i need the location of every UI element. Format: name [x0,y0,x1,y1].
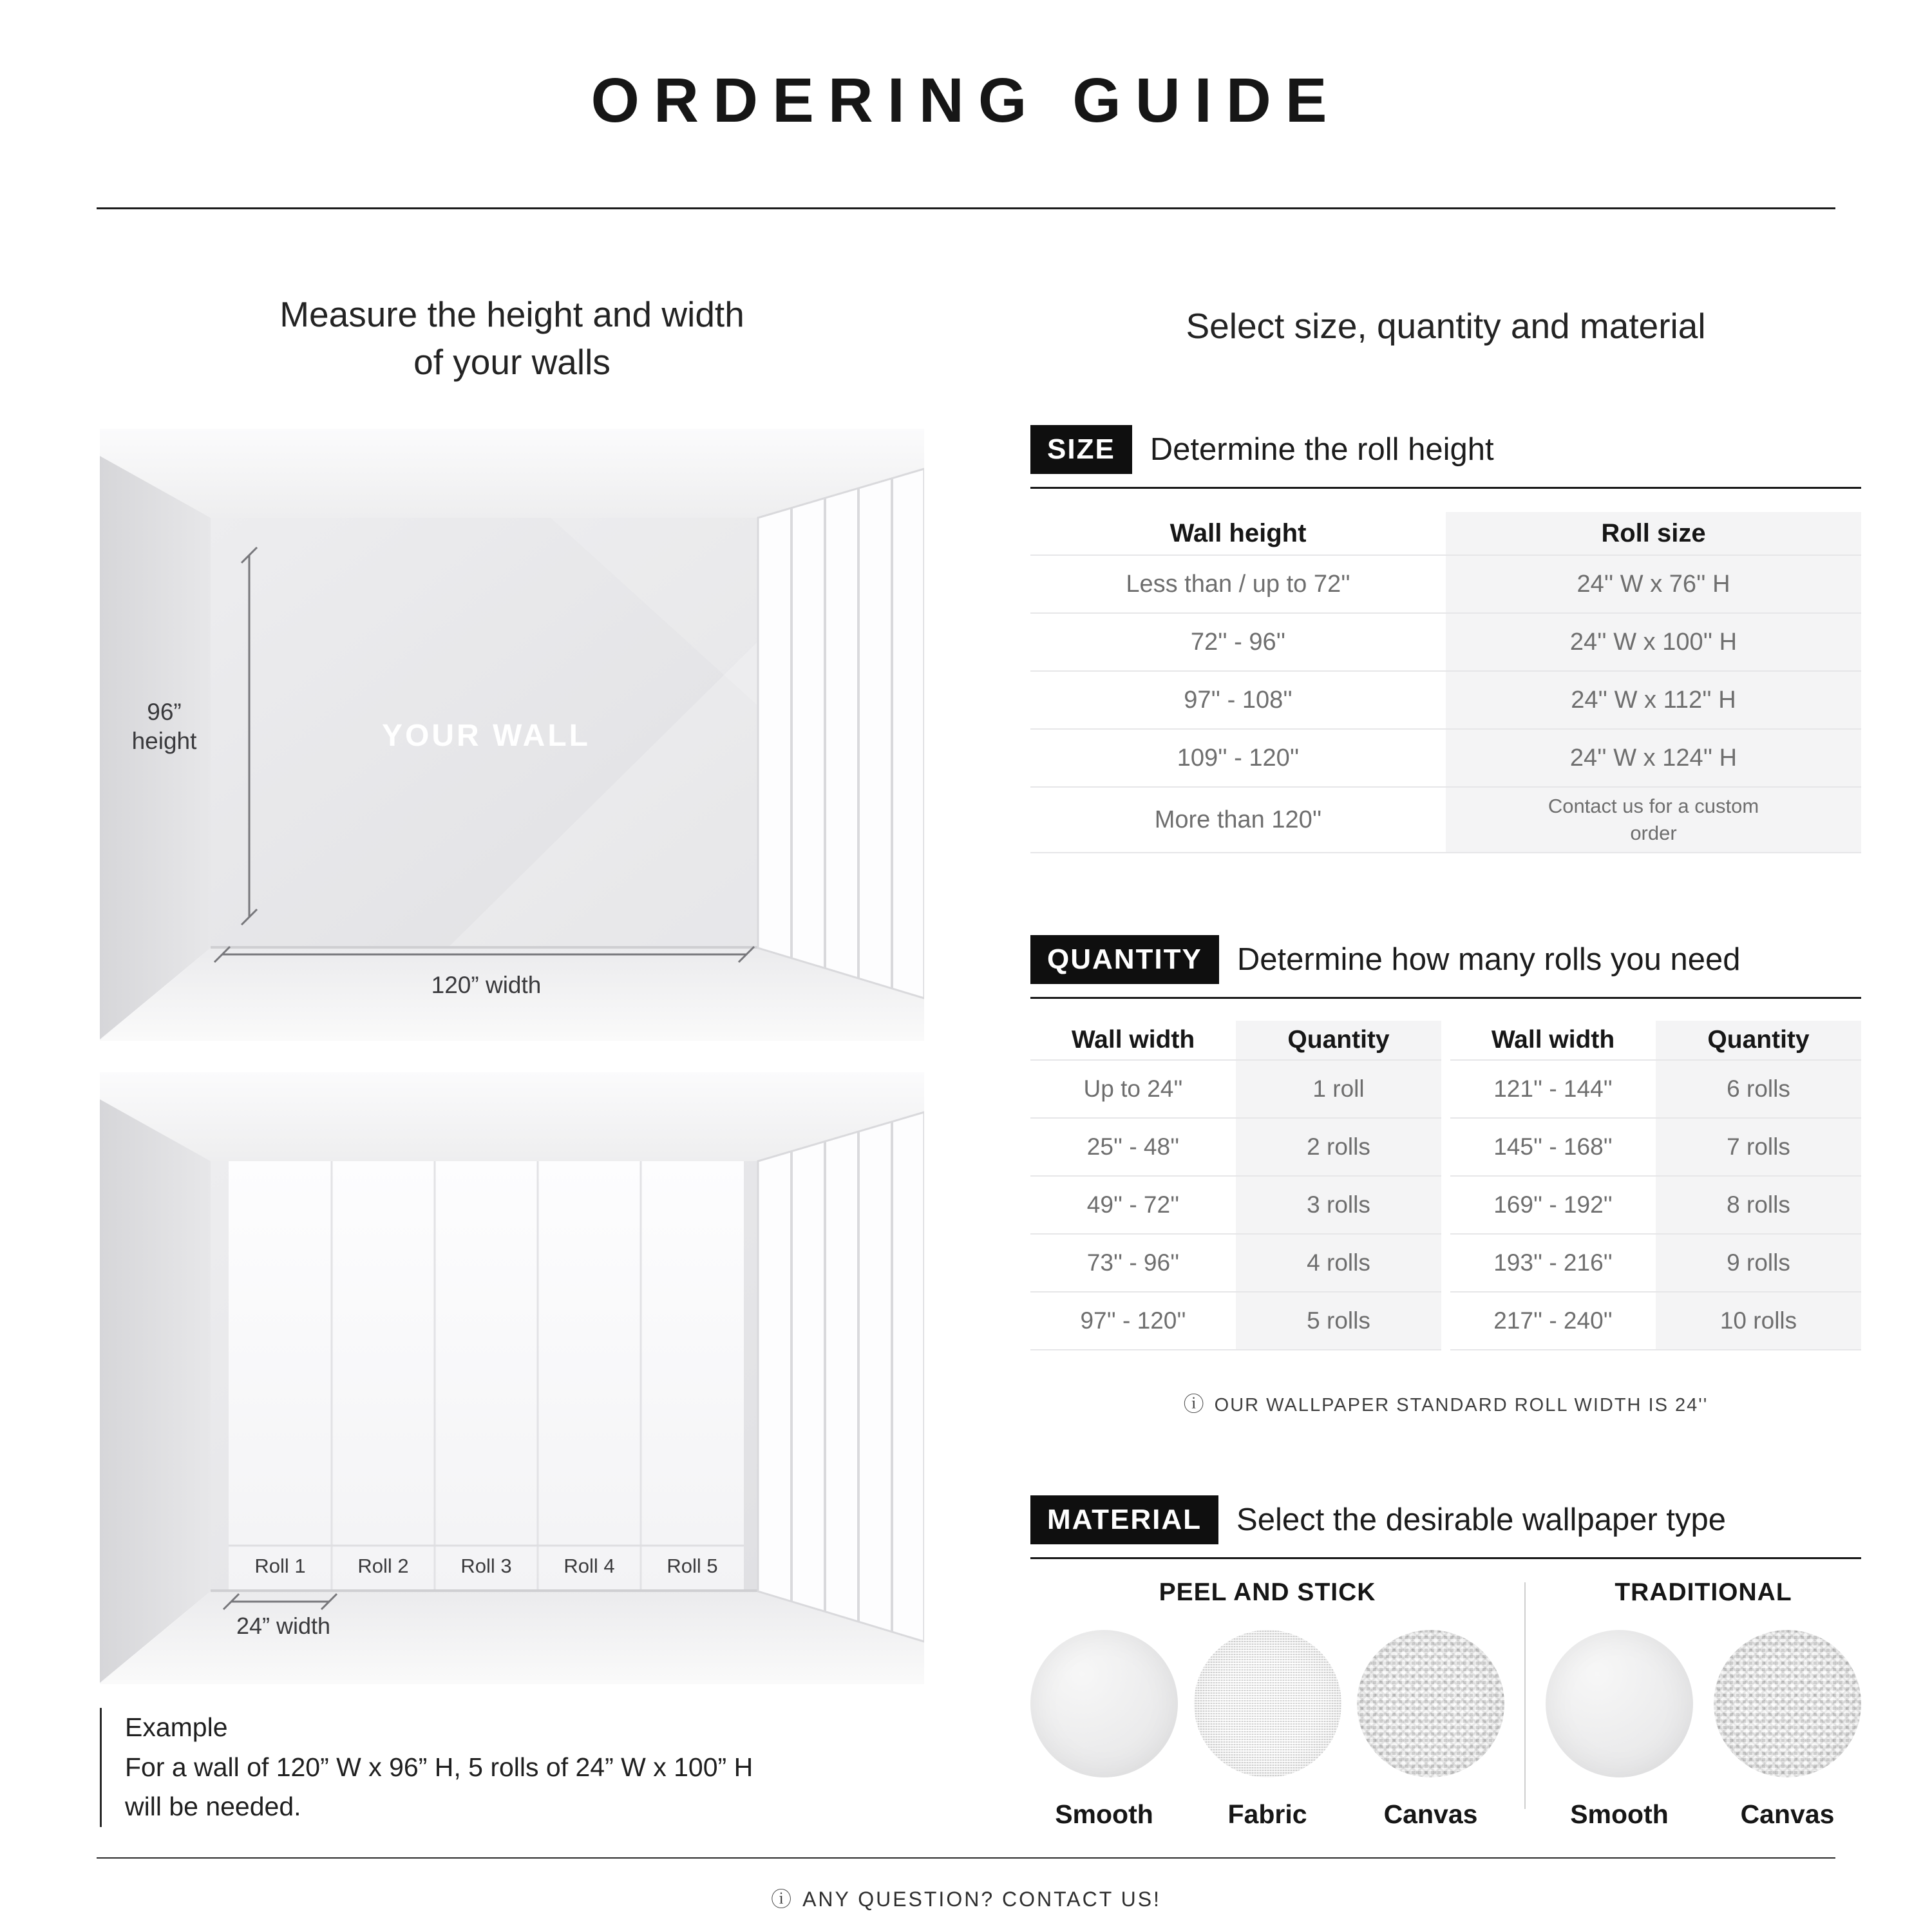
material-option-smooth [1030,1630,1178,1830]
example-block [100,1708,924,1827]
standard-roll-width-note [1030,1388,1861,1417]
quantity-section [1030,935,1861,1417]
roll-size-cell [1446,788,1861,852]
smooth-texture-swatch [1030,1630,1178,1777]
material-option-fabric [1194,1630,1341,1830]
left-column-heading [100,291,924,386]
quantity-cell: 6 rolls [1656,1061,1861,1117]
page-title: ORDERING GUIDE [591,65,1341,135]
material-option-label: Canvas [1383,1799,1478,1829]
left-heading-line1: Measure the height and width [279,294,744,334]
material-option-label: Smooth [1570,1799,1669,1829]
quantity-cell: 1 roll [1236,1061,1441,1117]
size-table-row [1030,670,1861,728]
custom-order-note: Contact us for a custom order [1548,795,1759,844]
right-column-heading: Select size, quantity and material [1186,306,1706,346]
wall-width-cell: 73'' - 96'' [1086,1249,1180,1276]
wall-width-cell: 25'' - 48'' [1086,1133,1180,1160]
example-title: Example [125,1712,228,1742]
example-line1: For a wall of 120” W x 96” H, 5 rolls of 24” W x 100” H [125,1752,753,1782]
size-col-wall-height: Wall height [1170,518,1307,547]
roll-2-label: Roll 2 [357,1555,409,1577]
quantity-row [1450,1175,1861,1233]
quantity-cell: 8 rolls [1656,1177,1861,1233]
quantity-row [1450,1291,1861,1349]
room-illustration-rolls [100,1072,924,1684]
size-table-row [1030,728,1861,786]
info-icon: ⓘ [1183,1392,1206,1416]
material-option-smooth [1546,1630,1693,1830]
material-group-peel-and-stick [1030,1578,1504,1830]
quantity-row [1450,1059,1861,1117]
peel-and-stick-options [1030,1630,1504,1830]
canvas-texture-swatch [1714,1630,1861,1777]
material-badge: MATERIAL [1030,1495,1218,1544]
quantity-cell: 3 rolls [1236,1177,1441,1233]
group-name-peel-and-stick: PEEL AND STICK [1159,1578,1376,1606]
size-badge: SIZE [1030,425,1132,474]
title-rule [97,207,1835,209]
traditional-options [1546,1630,1861,1830]
roll-width-label: 24” width [236,1613,331,1639]
room-illustration-measure [100,429,924,1041]
floor [100,1591,924,1684]
footer-contact-note [0,1883,1932,1913]
note-text: OUR WALLPAPER STANDARD ROLL WIDTH IS 24'' [1214,1395,1709,1416]
wall-height-cell: 72'' - 96'' [1190,628,1286,656]
roll-size-cell: 24'' W x 112'' H [1446,672,1861,728]
size-table-row [1030,786,1861,852]
size-table-row [1030,554,1861,612]
wall-floor-shadow [211,1589,758,1592]
quantity-row [1030,1233,1441,1291]
quantity-cell: 10 rolls [1656,1293,1861,1349]
quantity-cell: 5 rolls [1236,1293,1441,1349]
left-wall [100,1099,211,1683]
quantity-table-left [1030,1021,1441,1350]
material-group-traditional [1546,1578,1861,1830]
wall-width-cell: 49'' - 72'' [1086,1191,1180,1218]
quantity-col-quantity: Quantity [1656,1021,1861,1059]
material-option-label: Smooth [1055,1799,1153,1829]
quantity-table-right [1450,1021,1861,1350]
width-label: 120” width [431,972,542,998]
size-subtitle: Determine the roll height [1150,432,1494,467]
roll-1-label: Roll 1 [254,1555,306,1577]
size-table-row [1030,612,1861,670]
quantity-cell: 7 rolls [1656,1119,1861,1175]
quantity-row [1030,1059,1441,1117]
quantity-row [1450,1233,1861,1291]
quantity-cell: 2 rolls [1236,1119,1441,1175]
wall-width-cell: 145'' - 168'' [1493,1133,1613,1160]
wall-width-cell: 217'' - 240'' [1493,1307,1613,1334]
roll-3-label: Roll 3 [460,1555,512,1577]
height-value-label: 96” [147,699,182,725]
roll-size-cell: 24'' W x 100'' H [1446,614,1861,670]
wall-floor-shadow [211,946,758,949]
height-word-label: height [131,728,197,754]
quantity-row [1030,1117,1441,1175]
quantity-col-wall-width: Wall width [1491,1026,1615,1054]
size-col-roll-size: Roll size [1446,512,1861,554]
room2-svg [100,1072,924,1684]
wall-width-cell: 121'' - 144'' [1493,1075,1613,1102]
wall-width-cell: 169'' - 192'' [1493,1191,1613,1218]
room1-svg [100,429,924,1041]
wall-width-cell: Up to 24'' [1083,1075,1183,1102]
info-icon: ⓘ [771,1888,794,1911]
roll-5-label: Roll 5 [667,1555,718,1577]
quantity-badge: QUANTITY [1030,935,1219,984]
quantity-section-header [1030,935,1861,999]
material-option-canvas [1357,1630,1504,1830]
window-wall [758,469,924,998]
roll-size-cell: 24'' W x 76'' H [1446,556,1861,612]
fabric-texture-swatch [1194,1630,1341,1777]
material-option-canvas [1714,1630,1861,1830]
wall-height-cell: Less than / up to 72'' [1126,570,1350,598]
window-wall [758,1112,924,1642]
size-section-header [1030,425,1861,489]
material-option-label: Fabric [1227,1799,1307,1829]
material-section-header [1030,1495,1861,1559]
size-table [1030,512,1861,853]
quantity-col-quantity: Quantity [1236,1021,1441,1059]
footer-rule [97,1857,1835,1859]
footer-note-text: ANY QUESTION? CONTACT US! [802,1888,1161,1911]
quantity-subtitle: Determine how many rolls you need [1236,942,1741,977]
smooth-texture-swatch [1546,1630,1693,1777]
your-wall-label: YOUR WALL [382,719,591,753]
quantity-cell: 9 rolls [1656,1235,1861,1291]
material-option-label: Canvas [1740,1799,1835,1829]
wall-height-cell: More than 120'' [1154,806,1322,833]
quantity-header-row [1030,1021,1441,1059]
size-table-header-row [1030,512,1861,554]
quantity-tables [1030,1021,1861,1350]
left-heading-line2: of your walls [413,341,611,382]
material-groups [1030,1578,1861,1849]
quantity-row [1030,1291,1441,1349]
quantity-row [1030,1175,1441,1233]
wall-height-cell: 97'' - 108'' [1184,686,1293,714]
quantity-header-row [1450,1021,1861,1059]
canvas-texture-swatch [1357,1630,1504,1777]
wall-width-cell: 193'' - 216'' [1493,1249,1613,1276]
material-section [1030,1495,1861,1849]
group-name-traditional: TRADITIONAL [1615,1578,1792,1606]
material-group-divider [1524,1582,1526,1809]
wall-width-cell: 97'' - 120'' [1080,1307,1186,1334]
example-line2: will be needed. [125,1792,301,1821]
roll-4-label: Roll 4 [564,1555,615,1577]
quantity-row [1450,1117,1861,1175]
roll-size-cell: 24'' W x 124'' H [1446,730,1861,786]
wallpaper-roll-panels [229,1161,744,1591]
quantity-cell: 4 rolls [1236,1235,1441,1291]
size-section [1030,425,1861,853]
material-subtitle: Select the desirable wallpaper type [1236,1502,1727,1537]
wall-height-cell: 109'' - 120'' [1177,744,1300,772]
quantity-col-wall-width: Wall width [1071,1026,1195,1054]
